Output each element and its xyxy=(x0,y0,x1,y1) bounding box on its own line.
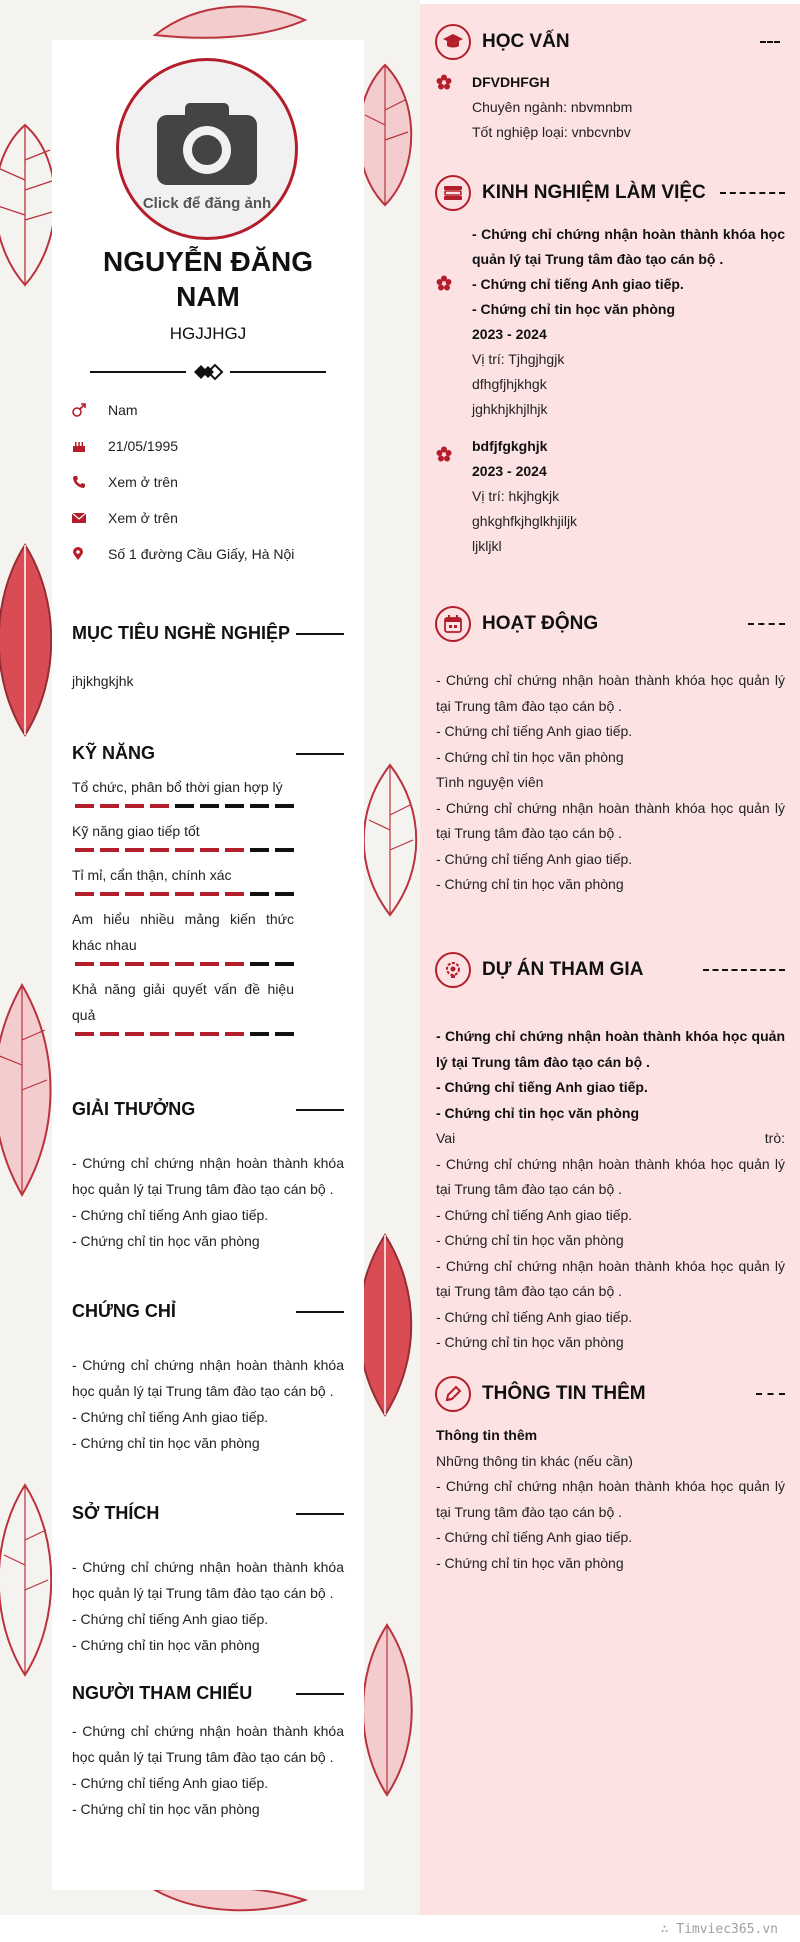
skill-name[interactable]: Am hiểu nhiều mảng kiến thức khác nhau xyxy=(72,911,294,953)
flower-bullet-icon xyxy=(436,446,452,462)
pen-icon xyxy=(443,1384,463,1404)
awards-line: - Chứng chỉ chứng nhận hoàn thành khóa học quản lý tại Trung tâm đào tạo cán bộ . xyxy=(72,1155,344,1197)
skill-level-bar[interactable] xyxy=(75,804,295,808)
flower-bullet-icon xyxy=(436,275,452,291)
experience-period: 2023 - 2024 xyxy=(472,463,547,479)
phone-row xyxy=(72,472,178,492)
leaf-decoration xyxy=(0,1480,60,1680)
experience-role: Vị trí: hkjhgkjk xyxy=(472,488,560,504)
skill-level-bar[interactable] xyxy=(75,848,295,852)
gender-row xyxy=(72,400,138,420)
references-title: NGƯỜI THAM CHIẾU xyxy=(72,1683,344,1704)
projects-line: - Chứng chỉ tin học văn phòng xyxy=(436,1334,624,1350)
email-value[interactable]: Xem ở trên xyxy=(108,510,178,526)
projects-line: - Chứng chỉ chứng nhận hoàn thành khóa học quản lý tại Trung tâm đào tạo cán bộ . xyxy=(436,1155,785,1197)
projects-line: - Chứng chỉ tiếng Anh giao tiếp. xyxy=(436,1206,633,1223)
activities-line: - Chứng chỉ chứng nhận hoàn thành khóa học quản lý tại Trung tâm đào tạo cán bộ . xyxy=(436,799,785,841)
birthday-value[interactable]: 21/05/1995 xyxy=(108,438,179,454)
candidate-position[interactable]: HGJJHGJ xyxy=(169,324,247,343)
experience-role: Vị trí: Tjhgjhgjk xyxy=(472,351,565,367)
experience-desc: dfhgfjhjkhgk xyxy=(472,376,547,392)
experience-item[interactable] xyxy=(472,434,785,559)
leaf-decoration xyxy=(355,1620,420,1800)
projects-title: DỰ ÁN THAM GIA xyxy=(435,952,785,988)
projects-line: - Chứng chỉ chứng nhận hoàn thành khóa học quản lý tại Trung tâm đào tạo cán bộ . xyxy=(436,1257,785,1299)
skill-level-bar[interactable] xyxy=(75,962,295,966)
books-icon xyxy=(443,184,463,202)
experience-company-line: - Chứng chỉ tiếng Anh giao tiếp. xyxy=(472,276,684,292)
leaf-decoration xyxy=(0,980,60,1200)
extra-line: - Chứng chỉ tin học văn phòng xyxy=(436,1554,624,1571)
phone-value[interactable]: Xem ở trên xyxy=(108,474,178,490)
certificates-line: - Chứng chỉ chứng nhận hoàn thành khóa học quản lý tại Trung tâm đào tạo cán bộ . xyxy=(72,1357,344,1399)
activities-title: HOẠT ĐỘNG xyxy=(435,606,785,642)
certificates-content[interactable] xyxy=(72,1352,344,1456)
certificates-line: - Chứng chỉ tiếng Anh giao tiếp. xyxy=(72,1409,269,1425)
objective-text[interactable]: jhjkhgkjhk xyxy=(72,673,134,689)
flower-bullet-icon xyxy=(436,74,452,90)
skill-name[interactable]: Kỹ năng giao tiếp tốt xyxy=(72,823,200,839)
awards-line: - Chứng chỉ tiếng Anh giao tiếp. xyxy=(72,1207,269,1223)
skills-title: KỸ NĂNG xyxy=(72,743,344,764)
awards-content[interactable] xyxy=(72,1150,344,1254)
activities-line: - Chứng chỉ tin học văn phòng xyxy=(436,748,624,765)
experience-period: 2023 - 2024 xyxy=(472,326,547,342)
address-row xyxy=(72,544,294,564)
email-row xyxy=(72,508,178,528)
leaf-decoration xyxy=(355,760,420,920)
phone-icon xyxy=(72,475,86,489)
education-grade: Tốt nghiệp loại: vnbcvnbv xyxy=(472,124,631,140)
projects-line: - Chứng chỉ tiếng Anh giao tiếp. xyxy=(436,1308,633,1325)
experience-desc: ljkljkl xyxy=(472,538,502,554)
certificates-line: - Chứng chỉ tin học văn phòng xyxy=(72,1435,260,1451)
education-title: HỌC VẤN xyxy=(435,24,780,60)
extra-heading: Thông tin thêm xyxy=(436,1427,538,1443)
hobbies-line: - Chứng chỉ tiếng Anh giao tiếp. xyxy=(72,1611,269,1627)
education-major: Chuyên ngành: nbvmnbm xyxy=(472,99,633,115)
leaf-decoration xyxy=(0,540,60,740)
birthday-row xyxy=(72,436,178,456)
projects-role-row xyxy=(436,1126,785,1152)
address-value[interactable]: Số 1 đường Cầu Giấy, Hà Nội xyxy=(108,546,295,562)
name-divider xyxy=(90,362,326,382)
gender-value[interactable]: Nam xyxy=(108,402,138,418)
experience-company-line: bdfjfgkghjk xyxy=(472,438,548,454)
references-line: - Chứng chỉ tin học văn phòng xyxy=(72,1801,260,1817)
hobbies-line: - Chứng chỉ tin học văn phòng xyxy=(72,1637,260,1653)
experience-company-line: - Chứng chỉ tin học văn phòng xyxy=(472,301,676,317)
skill-level-bar[interactable] xyxy=(75,892,295,896)
activities-line: - Chứng chỉ tiếng Anh giao tiếp. xyxy=(436,850,633,867)
experience-desc: jghkhjkhjlhjk xyxy=(472,401,548,417)
projects-name-line: - Chứng chỉ chứng nhận hoàn thành khóa học quản lý tại Trung tâm đào tạo cán bộ . xyxy=(436,1028,785,1070)
avatar-upload[interactable] xyxy=(116,58,298,240)
gender-icon xyxy=(72,403,86,417)
projects-name-line: - Chứng chỉ tiếng Anh giao tiếp. xyxy=(436,1079,648,1095)
awards-title: GIẢI THƯỞNG xyxy=(72,1099,344,1120)
projects-line: - Chứng chỉ tin học văn phòng xyxy=(436,1232,624,1248)
hobbies-title: SỞ THÍCH xyxy=(72,1503,344,1524)
school-name: DFVDHFGH xyxy=(472,74,550,90)
projects-role-label: Vai xyxy=(436,1130,456,1146)
activities-line: - Chứng chỉ tin học văn phòng xyxy=(436,876,624,892)
projects-name-line: - Chứng chỉ tin học văn phòng xyxy=(436,1104,640,1121)
activities-line: - Chứng chỉ tiếng Anh giao tiếp. xyxy=(436,723,633,739)
skill-name[interactable]: Khả năng giải quyết vấn đề hiệu quả xyxy=(72,981,294,1023)
extra-line: Những thông tin khác (nếu cần) xyxy=(436,1452,633,1469)
hobbies-content[interactable] xyxy=(72,1554,344,1658)
activities-line: - Chứng chỉ chứng nhận hoàn thành khóa học quản lý tại Trung tâm đào tạo cán bộ . xyxy=(436,672,785,714)
skill-name[interactable]: Tỉ mỉ, cẩn thận, chính xác xyxy=(72,867,232,883)
hobbies-line: - Chứng chỉ chứng nhận hoàn thành khóa học quản lý tại Trung tâm đào tạo cán bộ . xyxy=(72,1559,344,1601)
extra-info-title: THÔNG TIN THÊM xyxy=(435,1376,785,1412)
map-pin-icon xyxy=(72,547,84,561)
skill-name[interactable]: Tổ chức, phân bổ thời gian hợp lý xyxy=(72,779,283,795)
projects-content[interactable] xyxy=(436,1024,785,1356)
projects-role-suffix: trò: xyxy=(764,1130,785,1146)
activities-content[interactable] xyxy=(436,668,785,898)
experience-item[interactable] xyxy=(472,222,785,422)
extra-line: - Chứng chỉ chứng nhận hoàn thành khóa học quản lý tại Trung tâm đào tạo cán bộ . xyxy=(436,1478,785,1520)
birthday-cake-icon xyxy=(72,439,86,453)
references-line: - Chứng chỉ tiếng Anh giao tiếp. xyxy=(72,1775,269,1791)
experience-title: KINH NGHIỆM LÀM VIỆC xyxy=(435,175,785,211)
graduation-cap-icon xyxy=(442,33,464,51)
awards-line: - Chứng chỉ tin học văn phòng xyxy=(72,1233,260,1249)
certificates-title: CHỨNG CHỈ xyxy=(72,1301,344,1322)
candidate-name[interactable]: NGUYỄN ĐĂNG NAM xyxy=(102,246,313,312)
extra-line: - Chứng chỉ tiếng Anh giao tiếp. xyxy=(436,1529,633,1545)
photo-caption: Click để đăng ảnh xyxy=(142,194,272,212)
gear-bulb-icon xyxy=(443,960,463,980)
objective-title: MỤC TIÊU NGHỀ NGHIỆP xyxy=(72,623,344,644)
envelope-icon xyxy=(72,512,86,524)
extra-info-content[interactable] xyxy=(436,1423,785,1576)
activities-line: Tình nguyện viên xyxy=(436,774,544,790)
leaf-decoration xyxy=(150,0,310,40)
experience-company-line: - Chứng chỉ chứng nhận hoàn thành khóa học quản lý tại Trung tâm đào tạo cán bộ . xyxy=(472,226,785,267)
footer-watermark: ∴ Timviec365.vn xyxy=(660,1922,778,1937)
calendar-icon xyxy=(443,614,463,634)
camera-icon xyxy=(155,101,259,187)
references-line: - Chứng chỉ chứng nhận hoàn thành khóa học quản lý tại Trung tâm đào tạo cán bộ . xyxy=(72,1723,344,1765)
education-content[interactable] xyxy=(472,70,785,145)
references-content[interactable] xyxy=(72,1718,344,1822)
skill-level-bar[interactable] xyxy=(75,1032,295,1036)
experience-desc: ghkghfkjhglkhjiljk xyxy=(472,513,578,529)
